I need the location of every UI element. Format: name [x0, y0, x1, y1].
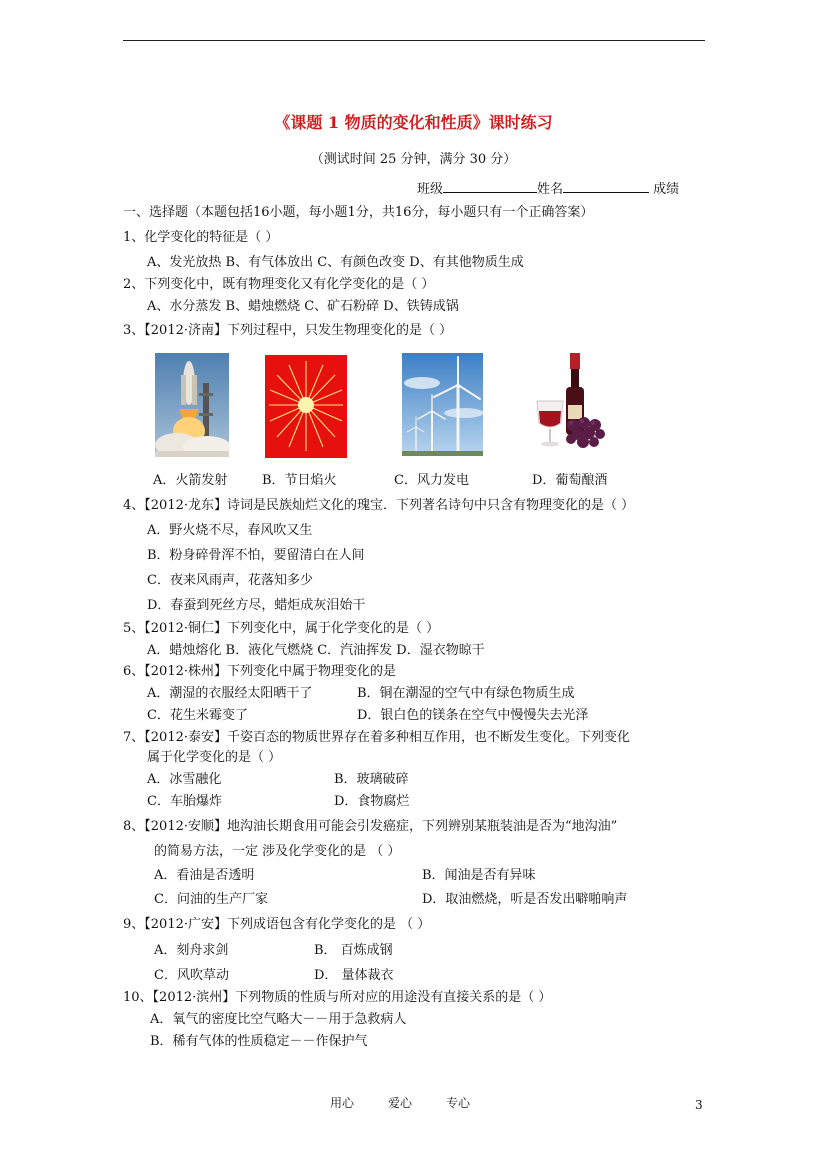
wine-grapes-image — [533, 353, 605, 451]
wind-turbines-image — [402, 353, 483, 456]
q9-option-b: B． 百炼成钢 — [314, 943, 393, 958]
q4-option-d: D．春蚕到死丝方尽，蜡炬成灰泪始干 — [147, 598, 366, 613]
q6-stem: 6、【2012·株州】下列变化中属于物理变化的是 — [123, 664, 396, 679]
q7-stem-line2: 属于化学变化的是（ ） — [147, 750, 282, 765]
q7-option-c: C．车胎爆炸 — [147, 794, 222, 809]
footer-motto-3: 专心 — [446, 1096, 471, 1110]
q9-option-d: D． 量体裁衣 — [314, 968, 394, 983]
q9-stem: 9、【2012·广安】下列成语包含有化学变化的是 （ ） — [123, 917, 431, 932]
q8-option-d: D．取油燃烧，听是否发出噼啪响声 — [422, 892, 628, 907]
q4-option-c: C．夜来风雨声，花落知多少 — [147, 573, 313, 588]
q7-option-d: D．食物腐烂 — [334, 794, 410, 809]
class-field[interactable] — [443, 178, 537, 193]
q1-stem: 1、化学变化的特征是（ ） — [123, 230, 279, 245]
page-number: 3 — [695, 1098, 703, 1112]
name-field[interactable] — [563, 178, 649, 193]
footer-motto-1: 用心 — [330, 1096, 355, 1110]
student-info-line — [417, 178, 679, 199]
q9-option-c: C．风吹草动 — [154, 968, 229, 983]
q1-options: A、发光放热 B、有气体放出 C、有颜色改变 D、有其他物质生成 — [147, 255, 524, 270]
q5-options: A．蜡烛熔化 B．液化气燃烧 C．汽油挥发 D．湿衣物晾干 — [147, 643, 485, 658]
q3-stem: 3、【2012·济南】下列过程中，只发生物理变化的是（ ） — [123, 323, 453, 338]
page-title: 《课题 1 物质的变化和性质》课时练习 — [274, 113, 553, 132]
q9-option-a: A．刻舟求剑 — [154, 943, 229, 958]
q3-option-d: D．葡萄酿酒 — [532, 473, 608, 488]
q4-option-b: B．粉身碎骨浑不怕，要留清白在人间 — [147, 548, 365, 563]
q8-option-c: C．问油的生产厂家 — [154, 892, 268, 907]
q5-stem: 5、【2012·铜仁】下列变化中，属于化学变化的是（ ） — [123, 621, 440, 636]
q4-stem: 4、【2012·龙东】诗词是民族灿烂文化的瑰宝．下列著名诗句中只含有物理变化的是（ ） — [123, 498, 635, 513]
q3-option-b: B．节日焰火 — [262, 473, 337, 488]
score-label: 成绩 — [653, 182, 680, 197]
q8-stem-line2: 的简易方法，一定 涉及化学变化的是 （ ） — [154, 844, 401, 859]
q6-option-d: D．银白色的镁条在空气中慢慢失去光泽 — [357, 708, 589, 723]
fireworks-image — [265, 355, 347, 458]
footer-motto-2: 爱心 — [388, 1096, 413, 1110]
q8-option-a: A．看油是否透明 — [154, 868, 255, 883]
q6-option-a: A．潮湿的衣服经太阳晒干了 — [147, 686, 313, 701]
page-subtitle: （测试时间 25 分钟，满分 30 分） — [310, 152, 517, 167]
q10-option-b: B．稀有气体的性质稳定－－作保护气 — [150, 1034, 368, 1049]
q2-options: A、水分蒸发 B、蜡烛燃烧 C、矿石粉碎 D、铁铸成锅 — [147, 299, 459, 314]
q3-option-c: C．风力发电 — [394, 473, 469, 488]
header-rule — [123, 40, 705, 41]
q3-option-a: A．火箭发射 — [153, 473, 228, 488]
class-label: 班级 — [417, 182, 444, 197]
rocket-launch-image — [155, 353, 229, 457]
q7-stem-line1: 7、【2012·泰安】千姿百态的物质世界存在着多种相互作用，也不断发生变化。下列变化 — [123, 730, 630, 745]
q2-stem: 2、下列变化中，既有物理变化又有化学变化的是（ ） — [123, 277, 435, 292]
section-heading: 一、选择题（本题包括16小题，每小题1分，共16分，每小题只有一个正确答案） — [123, 205, 594, 220]
q10-option-a: A．氧气的密度比空气略大－－用于急救病人 — [150, 1012, 407, 1027]
q8-stem-line1: 8、【2012·安顺】地沟油长期食用可能会引发癌症，下列辨别某瓶装油是否为“地沟油” — [123, 819, 618, 834]
q6-option-b: B．铜在潮湿的空气中有绿色物质生成 — [357, 686, 575, 701]
q7-option-b: B．玻璃破碎 — [334, 772, 409, 787]
q8-option-b: B．闻油是否有异味 — [422, 868, 536, 883]
name-label: 姓名 — [537, 182, 564, 197]
q6-option-c: C．花生米霉变了 — [147, 708, 248, 723]
q10-stem: 10、【2012·滨州】下列物质的性质与所对应的用途没有直接关系的是（ ） — [123, 990, 552, 1005]
q4-option-a: A．野火烧不尽，春风吹又生 — [147, 523, 313, 538]
q7-option-a: A．冰雪融化 — [147, 772, 222, 787]
